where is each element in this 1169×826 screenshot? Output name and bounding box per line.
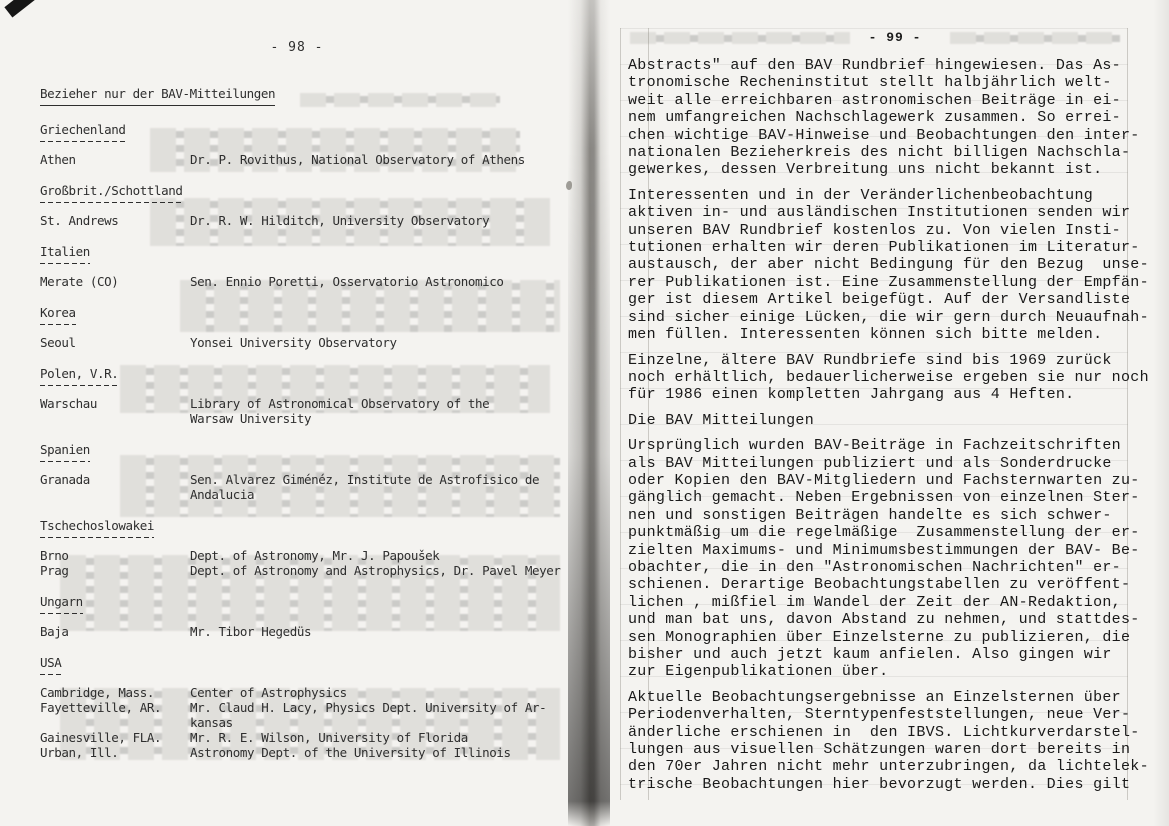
page-number-99: - 99 - <box>868 30 922 45</box>
text-line: Astronomy Dept. of the University of Illinois <box>190 745 511 760</box>
text-line: ger ist diesem Artikel beigefügt. Auf der Versandliste <box>628 291 1131 309</box>
text-line: Mr. Tibor Hegedüs <box>190 624 312 639</box>
institution-label <box>190 745 565 760</box>
directory-row <box>40 396 565 426</box>
directory-row <box>40 745 565 760</box>
scan-speck <box>566 181 572 190</box>
directory-row <box>40 700 565 730</box>
institution-label <box>190 563 565 578</box>
text-line: Die BAV Mitteilungen <box>628 411 815 429</box>
country-section <box>40 244 565 289</box>
section-heading <box>628 412 1138 429</box>
text-line: tutionen erhalten wir deren Publikationen im Literatur- <box>628 239 1140 257</box>
text-line: schienen. Derartige Beobachtungstabellen zu veröffent- <box>628 576 1131 594</box>
country-heading: Ungarn <box>40 594 83 614</box>
institution-label <box>190 396 565 426</box>
text-line: gänglich gemacht. Neben Ergebnissen von einzelnen Ster- <box>628 489 1140 507</box>
text-line: Abstracts" auf den BAV Rundbrief hingewiesen. Das As- <box>628 57 1121 74</box>
text-line: nationalen Bezieherkreis des nicht billigen Nachschla- <box>628 144 1131 162</box>
institution-label <box>190 700 565 730</box>
text-line: zur Eigenpublikationen über. <box>628 663 889 681</box>
text-line: men füllen. Interessenten können sich bitte melden. <box>628 326 1103 344</box>
text-line: weit alle erreichbaren astronomischen Beiträge in ei- <box>628 91 1121 109</box>
text-line: Mr. Claud H. Lacy, Physics Dept. University of Ar- <box>190 700 547 715</box>
paragraph <box>628 688 1149 793</box>
paragraph <box>628 437 1138 681</box>
city-label: Prag <box>40 563 69 578</box>
text-line: Ursprünglich wurden BAV-Beiträge in Fachzeitschriften <box>628 437 1121 455</box>
text-line: Dept. of Astronomy, Mr. J. Papoušek <box>190 548 440 563</box>
institution-label <box>190 624 565 639</box>
text-line: und man bat uns, davon Abstand zu nehmen, und stattdes- <box>628 611 1140 629</box>
city-label: Gainesville, FLA. <box>40 730 162 745</box>
text-line: sind sicher einige Lücken, die wir gern durch Neuaufnah- <box>628 308 1149 326</box>
entry-list <box>40 396 565 426</box>
text-line: nem umfangreichen Nachschlagewerk zusammen. So errei- <box>628 109 1121 127</box>
text-line: Aktuelle Beobachtungsergebnisse an Einzelsternen über <box>628 688 1121 706</box>
text-line: Einzelne, ältere BAV Rundbriefe sind bis 1969 zurück <box>628 351 1112 369</box>
country-section <box>40 442 565 502</box>
institution-label <box>190 274 565 289</box>
country-section <box>40 183 565 228</box>
directory-row <box>40 730 565 745</box>
text-line: unseren BAV Rundbrief kostenlos zu. Von vielen Insti- <box>628 221 1121 239</box>
text-line: zielten Maximums- und Minimumsbestimmungen der BAV- Be- <box>628 541 1140 559</box>
text-line: Dept. of Astronomy and Astrophysics, Dr. Pavel Meyer <box>190 563 561 578</box>
text-line: noch erhältlich, bedauerlicherweise ergeben sie nur noch <box>628 368 1149 386</box>
text-line: als BAV Mitteilungen publiziert und als Sonderdrucke <box>628 454 1112 472</box>
page-number-98: - 98 - <box>270 40 324 55</box>
text-line: Center of Astrophysics <box>190 685 347 700</box>
city-label: Urban, Ill. <box>40 745 119 760</box>
country-heading: Italien <box>40 244 90 264</box>
text-line: sen Monographien über Einzelsterne zu publizieren, die <box>628 628 1131 646</box>
country-heading: Tschechoslowakei <box>40 518 154 538</box>
bleedthrough-table-border <box>620 28 621 800</box>
country-section <box>40 594 565 639</box>
text-line: oder Kopien den BAV-Mitgliedern und Fachsternwarten zu- <box>628 471 1140 489</box>
text-line: Mr. R. E. Wilson, University of Florida <box>190 730 468 745</box>
entry-list <box>40 472 565 502</box>
institution-label <box>190 548 565 563</box>
paragraph <box>628 351 1149 404</box>
country-heading: Griechenland <box>40 122 126 142</box>
entry-list <box>40 213 565 228</box>
article-text <box>628 57 1149 801</box>
institution-label <box>190 472 565 502</box>
institution-label <box>190 152 565 167</box>
scan-corner-mark <box>4 0 37 17</box>
text-line: chen wichtige BAV-Hinweise und Beobachtungen den inter- <box>628 126 1140 144</box>
directory-row <box>40 563 565 578</box>
institution-label <box>190 685 565 700</box>
paragraph <box>628 57 1138 179</box>
text-line: Sen. Alvarez Giménéz, Institute de Astrofisico de <box>190 472 540 487</box>
country-heading: Polen, V.R. <box>40 366 118 386</box>
city-label: Baja <box>40 624 69 639</box>
text-line: Sen. Ennio Poretti, Osservatorio Astronomico <box>190 274 504 289</box>
country-section <box>40 305 565 350</box>
directory-row <box>40 335 565 350</box>
directory-row <box>40 274 565 289</box>
country-heading: USA <box>40 655 61 675</box>
city-label: Granada <box>40 472 90 487</box>
recipient-directory <box>40 86 565 760</box>
text-line: Dr. P. Rovithus, National Observatory of Athens <box>190 152 525 167</box>
paragraph <box>628 186 1149 344</box>
directory-title: Bezieher nur der BAV-Mitteilungen <box>40 86 275 106</box>
directory-row <box>40 624 565 639</box>
country-heading: Großbrit./Schottland <box>40 183 183 203</box>
text-line: Andalucia <box>190 487 255 502</box>
directory-row <box>40 685 565 700</box>
country-heading: Spanien <box>40 442 90 462</box>
text-line: nen und sonstigen Beiträgen handelte es sich schwer- <box>628 506 1112 524</box>
bleedthrough-smudge <box>630 32 850 44</box>
country-section <box>40 655 565 760</box>
country-section <box>40 518 565 578</box>
country-heading: Korea <box>40 305 76 325</box>
text-line: Warsaw University <box>190 411 312 426</box>
city-label: Cambridge, Mass. <box>40 685 155 700</box>
text-line: obachter, die in den "Astronomischen Nachrichten" er- <box>628 558 1121 576</box>
text-line: Interessenten und in der Veränderlichenbeobachtung <box>628 186 1094 204</box>
institution-label <box>190 730 565 745</box>
directory-row <box>40 213 565 228</box>
text-line: lungen aus visuellen Schätzungen waren dort bereits in <box>628 741 1131 759</box>
text-line: austausch, der aber nicht Bedingung für den Bezug unse- <box>628 256 1149 274</box>
entry-list <box>40 624 565 639</box>
text-line: den 70er Jahren nicht mehr unterzubringen, da lichtelek- <box>628 758 1149 776</box>
institution-label <box>190 335 565 350</box>
text-line: gewerkes, dessen Verbreitung uns nicht bekannt ist. <box>628 161 1103 179</box>
text-line: aktiven in- und ausländischen Institutionen senden wir <box>628 204 1131 222</box>
city-label: St. Andrews <box>40 213 119 228</box>
country-section <box>40 366 565 426</box>
entry-list <box>40 152 565 167</box>
directory-row <box>40 152 565 167</box>
scan-edge-shadow <box>1153 0 1169 826</box>
text-line: bisher und auch jetzt kaum anfielen. Also gingen wir <box>628 646 1112 663</box>
entry-list <box>40 274 565 289</box>
text-line: Yonsei University Observatory <box>190 335 397 350</box>
text-line: rer Publikationen ist. Eine Zusammenstellung der Empfän- <box>628 273 1149 291</box>
institution-label <box>190 213 565 228</box>
text-line: Periodenverhalten, Sterntypenfeststellungen, neue Ver- <box>628 706 1131 724</box>
directory-row <box>40 472 565 502</box>
entry-list <box>40 685 565 760</box>
city-label: Warschau <box>40 396 98 411</box>
directory-sections <box>40 122 565 760</box>
city-label: Seoul <box>40 335 76 350</box>
text-line: Dr. R. W. Hilditch, University Observatory <box>190 213 490 228</box>
book-gutter <box>568 0 610 826</box>
city-label: Athen <box>40 152 76 167</box>
article-blocks <box>628 57 1149 793</box>
city-label: Merate (CO) <box>40 274 119 289</box>
text-line: Library of Astronomical Observatory of the <box>190 396 490 411</box>
city-label: Fayetteville, AR. <box>40 700 162 715</box>
text-line: für 1986 einen kompletten Jahrgang aus 4 Heften. <box>628 386 1075 404</box>
entry-list <box>40 335 565 350</box>
text-line: lichen , mißfiel im Wandel der Zeit der AN-Redaktion, <box>628 593 1121 611</box>
directory-row <box>40 548 565 563</box>
country-section <box>40 122 565 167</box>
entry-list <box>40 548 565 578</box>
city-label: Brno <box>40 548 69 563</box>
text-line: kansas <box>190 715 233 730</box>
bleedthrough-smudge <box>950 32 1120 44</box>
text-line: änderliche erschienen in den IBVS. Lichtkurverdarstel- <box>628 723 1140 741</box>
text-line: trische Beobachtungen hier bevorzugt werden. Dies gilt <box>628 775 1131 793</box>
text-line: tronomische Recheninstitut stellt halbjährlich welt- <box>628 74 1112 92</box>
text-line: punktmäßig um die regelmäßige Zusammenstellung der er- <box>628 524 1140 542</box>
